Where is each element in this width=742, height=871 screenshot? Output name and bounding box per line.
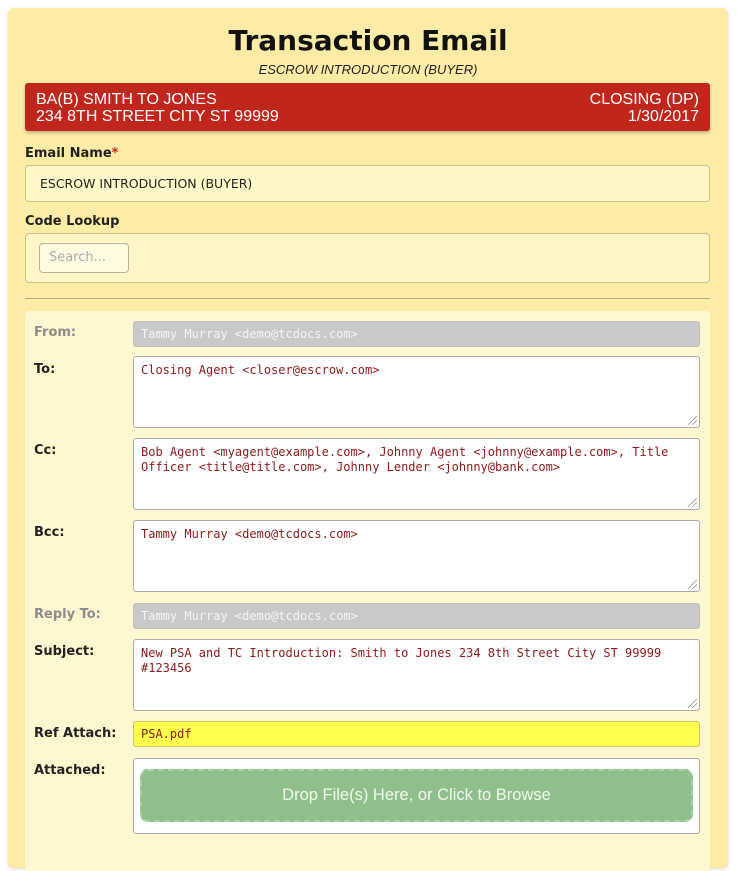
to-field[interactable] bbox=[133, 356, 700, 428]
resize-grip-icon[interactable] bbox=[688, 498, 697, 507]
ref-attach-label: Ref Attach: bbox=[34, 726, 117, 741]
attached-label: Attached: bbox=[34, 763, 106, 778]
subject-field[interactable] bbox=[133, 639, 700, 711]
resize-grip-icon[interactable] bbox=[688, 699, 697, 708]
bcc-value: Tammy Murray <demo@tcdocs.com> bbox=[141, 527, 358, 541]
file-dropzone[interactable]: Drop File(s) Here, or Click to Browse bbox=[140, 769, 693, 822]
to-label: To: bbox=[34, 362, 56, 377]
transaction-address: 234 8TH STREET CITY ST 99999 bbox=[36, 108, 279, 125]
transaction-date: 1/30/2017 bbox=[627, 108, 699, 125]
reply-to-field: Tammy Murray <demo@tcdocs.com> bbox=[133, 603, 700, 629]
email-fields-section bbox=[25, 311, 710, 871]
page-title: Transaction Email bbox=[228, 24, 508, 57]
transaction-name: BA(B) SMITH TO JONES bbox=[36, 91, 217, 108]
ref-attach-field[interactable]: PSA.pdf bbox=[133, 721, 700, 747]
resize-grip-icon[interactable] bbox=[688, 416, 697, 425]
code-lookup-box bbox=[25, 233, 710, 283]
section-divider bbox=[25, 298, 710, 299]
code-lookup-search-input[interactable]: Search... bbox=[39, 243, 129, 273]
transaction-banner bbox=[25, 83, 710, 131]
resize-grip-icon[interactable] bbox=[688, 580, 697, 589]
to-value: Closing Agent <closer@escrow.com> bbox=[141, 363, 380, 377]
from-field: Tammy Murray <demo@tcdocs.com> bbox=[133, 321, 700, 347]
email-name-label-text: Email Name bbox=[25, 146, 112, 161]
cc-field[interactable] bbox=[133, 438, 700, 510]
page-subtitle: ESCROW INTRODUCTION (BUYER) bbox=[258, 62, 478, 77]
bcc-label: Bcc: bbox=[34, 525, 65, 540]
transaction-email-panel bbox=[8, 8, 728, 868]
email-name-label bbox=[25, 146, 118, 161]
subject-label: Subject: bbox=[34, 644, 95, 659]
reply-to-label: Reply To: bbox=[34, 607, 101, 622]
bcc-field[interactable] bbox=[133, 520, 700, 592]
from-label: From: bbox=[34, 325, 77, 340]
required-mark: * bbox=[111, 146, 119, 161]
transaction-status: CLOSING (DP) bbox=[589, 91, 699, 108]
subject-value: New PSA and TC Introduction: Smith to Jones 234 8th Street City ST 99999 #123456 bbox=[141, 646, 662, 675]
email-name-field[interactable]: ESCROW INTRODUCTION (BUYER) bbox=[25, 165, 710, 202]
code-lookup-label: Code Lookup bbox=[25, 214, 120, 229]
attached-box bbox=[133, 758, 700, 834]
cc-value: Bob Agent <myagent@example.com>, Johnny Agent <johnny@example.com>, Title Officer <title@title.com>, Johnny Lender <johnny@bank.com> bbox=[141, 445, 669, 474]
cc-label: Cc: bbox=[34, 443, 57, 458]
